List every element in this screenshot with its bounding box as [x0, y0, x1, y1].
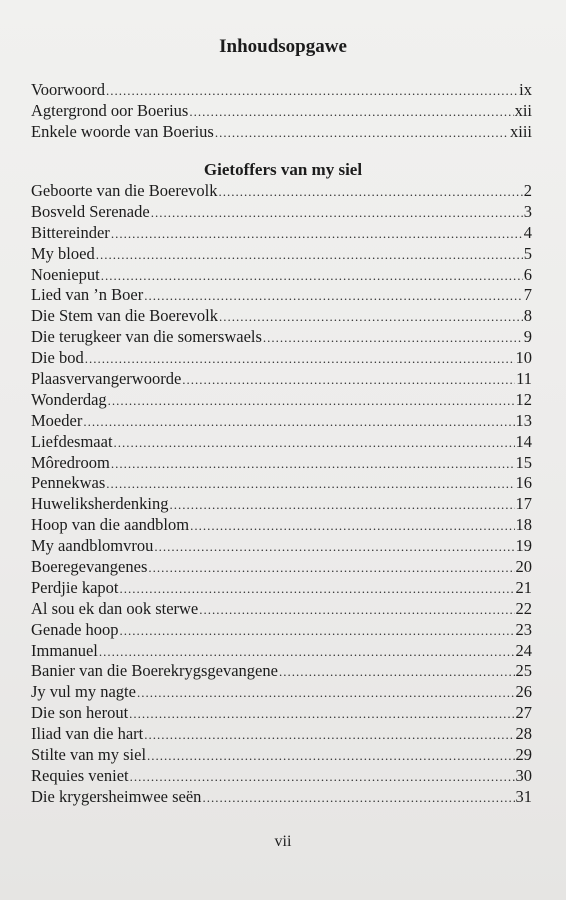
- toc-entry: [31, 682, 532, 703]
- toc-entry: [31, 703, 532, 724]
- dot-leader: [99, 642, 515, 662]
- toc-entry-page: 6: [523, 264, 532, 284]
- dot-leader: [279, 662, 515, 682]
- toc-entry: [31, 745, 532, 766]
- toc-entry-page: 23: [515, 619, 532, 639]
- toc-entry: [31, 515, 532, 536]
- dot-leader: [101, 266, 523, 286]
- toc-entry-title: Geboorte van die Boerevolk: [31, 181, 218, 200]
- toc-entry: [31, 787, 532, 808]
- toc-entry-page: 3: [523, 201, 532, 221]
- toc-entry: [31, 181, 532, 202]
- toc-entry-page: xiii: [509, 121, 532, 141]
- dot-leader: [190, 516, 514, 536]
- dot-leader: [151, 203, 523, 223]
- toc-entry-page: 8: [523, 306, 532, 326]
- toc-entry-title: Die krygersheimwee seën: [31, 786, 202, 806]
- toc-entry-title: Lied van ’n Boer: [31, 285, 144, 305]
- toc-entry-title: My bloed: [31, 243, 95, 263]
- toc-entry-title: Boeregevangenes: [31, 557, 148, 577]
- dot-leader: [108, 391, 515, 411]
- toc-entry-page: 26: [515, 682, 532, 702]
- dot-leader: [85, 349, 515, 369]
- dot-leader: [218, 182, 522, 202]
- toc-entry-page: 7: [523, 285, 532, 305]
- toc-entry-title: Noenieput: [31, 264, 100, 284]
- dot-leader: [83, 412, 514, 432]
- toc-entry-page: 12: [515, 389, 532, 409]
- dot-leader: [129, 704, 514, 724]
- toc-entry: [31, 122, 532, 143]
- dot-leader: [169, 495, 514, 515]
- toc-entry-title: Enkele woorde van Boerius: [31, 121, 214, 141]
- toc-entry: [31, 390, 532, 411]
- toc-entry: [31, 661, 532, 682]
- section-heading: Gietoffers van my siel: [203, 160, 363, 179]
- toc-entry: [31, 202, 532, 223]
- toc-entry: [31, 432, 532, 453]
- dot-leader: [182, 370, 515, 390]
- toc-entry-title: Bittereinder: [31, 222, 110, 242]
- toc-entry-page: 18: [515, 515, 532, 535]
- toc-entry-page: 30: [515, 765, 532, 785]
- toc-entry-title: Jy vul my nagte: [31, 682, 136, 702]
- toc-entry-title: Liefdesmaat: [31, 431, 113, 451]
- page-number: vii: [274, 833, 292, 850]
- toc-entry: [31, 766, 532, 787]
- dot-leader: [106, 81, 518, 101]
- toc-entry-title: Die son herout: [31, 703, 129, 723]
- toc-entry: [31, 306, 532, 327]
- toc-entry: [31, 223, 532, 244]
- toc-entry-title: Plaasvervangerwoorde: [31, 369, 182, 389]
- toc-entry-page: 31: [515, 786, 532, 806]
- toc-entry: [31, 244, 532, 265]
- toc-entry-page: 5: [523, 243, 532, 263]
- dot-leader: [137, 683, 515, 703]
- toc-entry: [31, 265, 532, 286]
- toc-entry-title: Banier van die Boerekrygsgevangene: [31, 661, 278, 681]
- toc-entry-title: Die Stem van die Boerevolk: [31, 306, 218, 326]
- toc-entry-title: Wonderdag: [31, 389, 107, 409]
- toc-entry: [31, 641, 532, 662]
- dot-leader: [96, 245, 523, 265]
- toc-entry-title: Bosveld Serenade: [31, 201, 150, 221]
- toc-entry-page: 10: [515, 348, 532, 368]
- toc-entry: [31, 620, 532, 641]
- toc-entry-title: Môredroom: [31, 452, 110, 472]
- toc-entry-page: 13: [515, 410, 532, 430]
- dot-leader: [111, 454, 515, 474]
- dot-leader: [215, 123, 509, 143]
- toc-entry-title: Iliad van die hart: [31, 724, 144, 744]
- front-matter-list: [31, 80, 532, 143]
- toc-entry-title: Pennekwas: [31, 473, 106, 493]
- toc-entry-page: 9: [523, 327, 532, 347]
- toc-entry: [31, 348, 532, 369]
- toc-entry-page: 28: [515, 724, 532, 744]
- toc-entry-page: 2: [523, 181, 532, 200]
- toc-entry-page: 24: [515, 640, 532, 660]
- toc-entry-page: ix: [519, 80, 532, 99]
- dot-leader: [202, 788, 514, 808]
- toc-entry: [31, 369, 532, 390]
- dot-leader: [154, 537, 514, 557]
- toc-entry-title: Moeder: [31, 410, 83, 430]
- toc-entry: [31, 536, 532, 557]
- dot-leader: [120, 579, 515, 599]
- toc-entry-page: 21: [515, 577, 532, 597]
- toc-entry-title: Al sou ek dan ook sterwe: [31, 598, 199, 618]
- toc-entry-page: 22: [515, 598, 532, 618]
- toc-entry-title: Genade hoop: [31, 619, 119, 639]
- dot-leader: [106, 474, 514, 494]
- toc-entry-page: 17: [515, 494, 532, 514]
- dot-leader: [144, 725, 514, 745]
- toc-entry-title: Immanuel: [31, 640, 98, 660]
- toc-entry: [31, 557, 532, 578]
- toc-entry: [31, 411, 532, 432]
- toc-entry: [31, 599, 532, 620]
- toc-entry: [31, 285, 532, 306]
- toc-entry-page: 14: [515, 431, 532, 451]
- toc-entry-title: Agtergrond oor Boerius: [31, 100, 189, 120]
- toc-entry-page: 25: [515, 661, 532, 681]
- toc-entry: [31, 80, 532, 101]
- toc-entry: [31, 578, 532, 599]
- toc-entry-page: 19: [515, 536, 532, 556]
- dot-leader: [114, 433, 515, 453]
- contents-list: [31, 181, 532, 808]
- toc-entry-page: 11: [516, 369, 532, 389]
- toc-entry-page: 4: [523, 222, 532, 242]
- toc-entry-page: 16: [515, 473, 532, 493]
- dot-leader: [111, 224, 523, 244]
- toc-entry: [31, 101, 532, 122]
- toc-entry-page: 15: [515, 452, 532, 472]
- dot-leader: [147, 746, 514, 766]
- dot-leader: [148, 558, 514, 578]
- dot-leader: [130, 767, 515, 787]
- toc-entry-page: xii: [514, 100, 532, 120]
- toc-entry: [31, 453, 532, 474]
- toc-entry-title: Die terugkeer van die somerswaels: [31, 327, 262, 347]
- dot-leader: [189, 102, 513, 122]
- dot-leader: [120, 621, 515, 641]
- dot-leader: [144, 286, 522, 306]
- toc-entry: [31, 327, 532, 348]
- toc-entry-title: Perdjie kapot: [31, 577, 119, 597]
- page-title: Inhoudsopgawe: [219, 36, 347, 57]
- toc-entry: [31, 494, 532, 515]
- toc-entry-title: Huweliksherdenking: [31, 494, 169, 514]
- toc-entry-page: 20: [515, 557, 532, 577]
- toc-entry: [31, 724, 532, 745]
- toc-entry-page: 29: [515, 745, 532, 765]
- toc-entry-title: Voorwoord: [31, 80, 105, 99]
- dot-leader: [199, 600, 514, 620]
- toc-entry-title: Requies veniet: [31, 765, 129, 785]
- toc-entry-title: Stilte van my siel: [31, 745, 147, 765]
- toc-entry-title: Hoop van die aandblom: [31, 515, 190, 535]
- toc-entry-title: Die bod: [31, 348, 84, 368]
- dot-leader: [263, 328, 523, 348]
- toc-entry-page: 27: [515, 703, 532, 723]
- toc-entry: [31, 473, 532, 494]
- dot-leader: [219, 307, 523, 327]
- toc-entry-title: My aandblomvrou: [31, 536, 154, 556]
